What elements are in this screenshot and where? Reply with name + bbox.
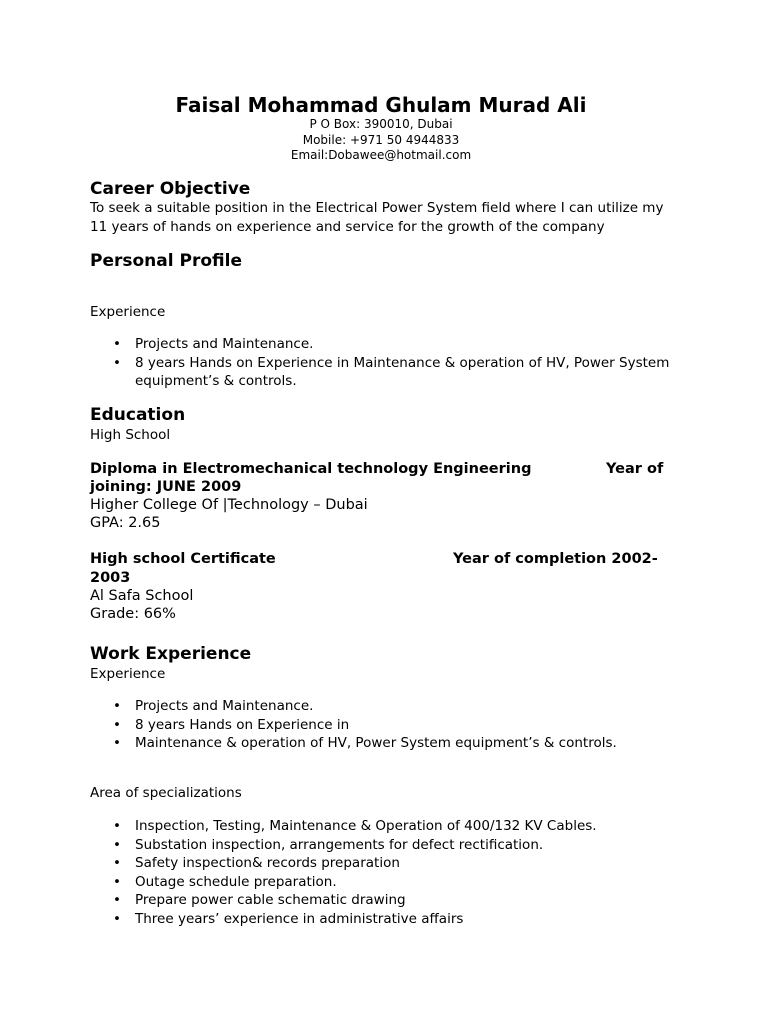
education-heading: Education	[90, 405, 186, 425]
work-experience-list	[90, 697, 680, 753]
personal-profile-heading: Personal Profile	[90, 251, 242, 271]
list-item: • Outage schedule preparation.	[90, 873, 680, 892]
diploma-institution: Higher College Of |Technology – Dubai	[90, 497, 368, 513]
work-experience-subheading: Experience	[90, 666, 166, 682]
specializations-heading: Area of specializations	[90, 785, 242, 801]
high-school-title: High school Certificate	[90, 551, 276, 567]
diploma-title: Diploma in Electromechanical technology Engineering	[90, 461, 532, 477]
applicant-name: Faisal Mohammad Ghulam Murad Ali	[175, 93, 587, 117]
personal-profile-subheading: Experience	[90, 304, 166, 320]
diploma-year: joining: JUNE 2009	[90, 479, 242, 495]
personal-profile-list	[90, 335, 680, 391]
high-school-year: 2003	[90, 570, 131, 586]
career-objective-heading: Career Objective	[90, 179, 251, 199]
specializations-list	[90, 817, 680, 928]
diploma-year-label: Year of	[606, 461, 664, 477]
list-item: • 8 years Hands on Experience in Maintenance & operation of HV, Power System equipment’s & controls.	[90, 354, 680, 391]
list-item: • Maintenance & operation of HV, Power System equipment’s & controls.	[90, 734, 680, 753]
list-item: • Projects and Maintenance.	[90, 697, 680, 716]
list-item: • Projects and Maintenance.	[90, 335, 680, 354]
list-item: • Safety inspection& records preparation	[90, 854, 680, 873]
high-school-grade: Grade: 66%	[90, 606, 176, 622]
list-item: • 8 years Hands on Experience in	[90, 716, 680, 735]
mobile-number: Mobile: +971 50 4944833	[302, 133, 460, 147]
list-item: • Prepare power cable schematic drawing	[90, 891, 680, 910]
list-item: • Substation inspection, arrangements for defect rectification.	[90, 836, 680, 855]
address: P O Box: 390010, Dubai	[309, 117, 453, 131]
career-objective-text: To seek a suitable position in the Electrical Power System field where I can utilize my 11 years of hands on experience and service for the growth of the company	[90, 200, 664, 235]
work-experience-heading: Work Experience	[90, 644, 252, 664]
email-address: Email:Dobawee@hotmail.com	[290, 148, 472, 162]
list-item: • Inspection, Testing, Maintenance & Operation of 400/132 KV Cables.	[90, 817, 680, 836]
high-school-year-label: Year of completion 2002-	[453, 551, 658, 567]
high-school-institution: Al Safa School	[90, 588, 194, 604]
diploma-gpa: GPA: 2.65	[90, 515, 161, 531]
education-subheading: High School	[90, 427, 171, 443]
list-item: • Three years’ experience in administrative affairs	[90, 910, 680, 929]
